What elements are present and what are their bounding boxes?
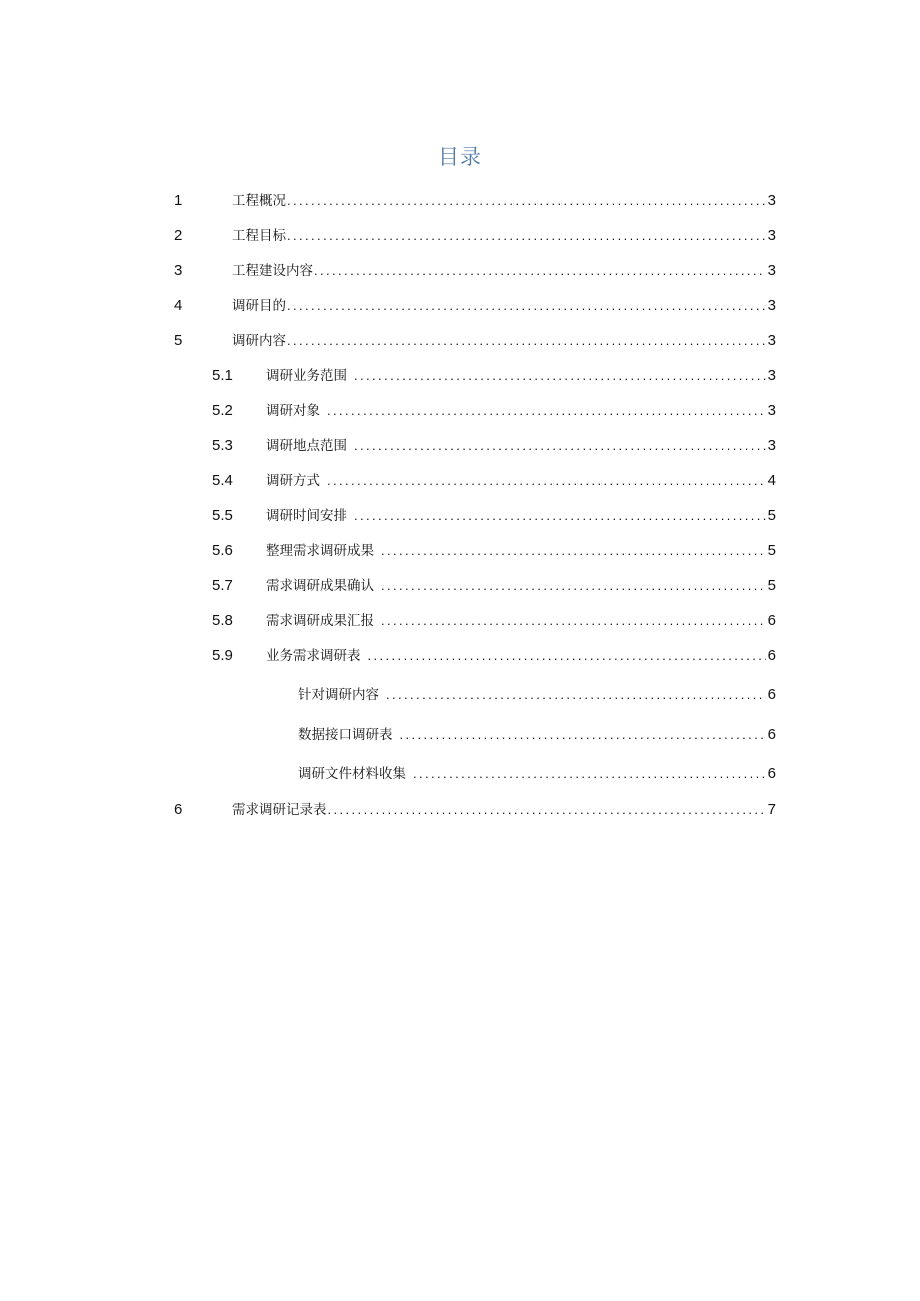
dot-leader bbox=[314, 260, 766, 282]
toc-entry-page-number: 3 bbox=[767, 367, 776, 384]
toc-entry-label: 调研文件材料收集 bbox=[298, 766, 406, 782]
dot-leader bbox=[381, 540, 766, 562]
toc-entry-4[interactable] bbox=[174, 295, 776, 317]
dot-leader bbox=[327, 470, 766, 492]
toc-entry-label: 数据接口调研表 bbox=[298, 727, 393, 743]
toc-entry-label: 需求调研成果确认 bbox=[266, 578, 374, 594]
toc-entry-page-number: 3 bbox=[767, 262, 776, 279]
toc-entry-page-number: 6 bbox=[767, 765, 776, 782]
toc-entry-number: 5.2 bbox=[212, 402, 233, 419]
dot-leader bbox=[386, 684, 766, 706]
toc-entry-number: 4 bbox=[174, 297, 183, 314]
toc-entry-5-3[interactable] bbox=[212, 435, 776, 457]
toc-entry-5-9[interactable] bbox=[212, 645, 776, 667]
toc-entry-number: 5.9 bbox=[212, 647, 233, 664]
toc-entry-label: 针对调研内容 bbox=[298, 687, 379, 703]
toc-entry-5-9-1[interactable] bbox=[298, 684, 776, 706]
toc-entry-5-9-3[interactable] bbox=[298, 763, 776, 785]
toc-entry-page-number: 3 bbox=[767, 192, 776, 209]
dot-leader bbox=[354, 505, 766, 527]
toc-entry-label: 需求调研记录表 bbox=[232, 802, 327, 818]
toc-entry-page-number: 6 bbox=[767, 647, 776, 664]
toc-entry-label: 调研对象 bbox=[266, 403, 320, 419]
toc-entry-page-number: 7 bbox=[767, 801, 776, 818]
toc-entry-number: 5.8 bbox=[212, 612, 233, 629]
dot-leader bbox=[327, 400, 766, 422]
toc-entry-page-number: 3 bbox=[767, 297, 776, 314]
dot-leader bbox=[287, 190, 766, 212]
toc-entry-number: 3 bbox=[174, 262, 183, 279]
toc-entry-page-number: 6 bbox=[767, 612, 776, 629]
toc-entry-2[interactable] bbox=[174, 225, 776, 247]
toc-entry-number: 2 bbox=[174, 227, 183, 244]
toc-entry-page-number: 6 bbox=[767, 726, 776, 743]
toc-entry-label: 调研时间安排 bbox=[266, 508, 347, 524]
toc-entry-label: 工程目标 bbox=[232, 228, 286, 244]
toc-entry-number: 5.1 bbox=[212, 367, 233, 384]
dot-leader bbox=[381, 610, 766, 632]
toc-title: 目录 bbox=[438, 145, 482, 169]
dot-leader bbox=[368, 645, 766, 667]
toc-entry-5-8[interactable] bbox=[212, 610, 776, 632]
toc-entry-number: 5.3 bbox=[212, 437, 233, 454]
toc-entry-page-number: 5 bbox=[767, 542, 776, 559]
toc-entry-page-number: 5 bbox=[767, 507, 776, 524]
toc-entry-label: 调研地点范围 bbox=[266, 438, 347, 454]
toc-entry-1[interactable] bbox=[174, 190, 776, 212]
toc-entry-number: 5.4 bbox=[212, 472, 233, 489]
toc-entry-number: 5.6 bbox=[212, 542, 233, 559]
dot-leader bbox=[287, 225, 766, 247]
dot-leader bbox=[413, 763, 766, 785]
toc-entry-label: 调研方式 bbox=[266, 473, 320, 489]
toc-entry-page-number: 3 bbox=[767, 402, 776, 419]
toc-entry-label: 调研内容 bbox=[232, 333, 286, 349]
toc-entry-number: 1 bbox=[174, 192, 183, 209]
toc-entry-number: 5.5 bbox=[212, 507, 233, 524]
toc-entry-page-number: 3 bbox=[767, 332, 776, 349]
toc-entry-5[interactable] bbox=[174, 330, 776, 352]
toc-entry-6[interactable] bbox=[174, 799, 776, 821]
dot-leader bbox=[354, 435, 766, 457]
toc-entry-label: 工程概况 bbox=[232, 193, 286, 209]
dot-leader bbox=[400, 724, 766, 746]
toc-entry-5-7[interactable] bbox=[212, 575, 776, 597]
toc-entry-label: 业务需求调研表 bbox=[266, 648, 361, 664]
toc-entry-label: 调研目的 bbox=[232, 298, 286, 314]
dot-leader bbox=[287, 330, 766, 352]
toc-entry-5-4[interactable] bbox=[212, 470, 776, 492]
toc-entry-number: 5.7 bbox=[212, 577, 233, 594]
toc-entry-label: 工程建设内容 bbox=[232, 263, 313, 279]
toc-entry-page-number: 3 bbox=[767, 227, 776, 244]
toc-entry-5-2[interactable] bbox=[212, 400, 776, 422]
toc-entry-label: 整理需求调研成果 bbox=[266, 543, 374, 559]
toc-entry-page-number: 5 bbox=[767, 577, 776, 594]
dot-leader bbox=[287, 295, 766, 317]
dot-leader bbox=[381, 575, 766, 597]
toc-entry-page-number: 6 bbox=[767, 686, 776, 703]
toc-entry-page-number: 4 bbox=[767, 472, 776, 489]
toc-entry-5-6[interactable] bbox=[212, 540, 776, 562]
toc-entry-3[interactable] bbox=[174, 260, 776, 282]
dot-leader bbox=[328, 799, 766, 821]
toc-entry-label: 调研业务范围 bbox=[266, 368, 347, 384]
toc-entry-number: 5 bbox=[174, 332, 183, 349]
toc-entry-5-1[interactable] bbox=[212, 365, 776, 387]
toc-entry-number: 6 bbox=[174, 801, 183, 818]
toc-entry-5-9-2[interactable] bbox=[298, 724, 776, 746]
toc-entry-page-number: 3 bbox=[767, 437, 776, 454]
dot-leader bbox=[354, 365, 766, 387]
toc-entry-label: 需求调研成果汇报 bbox=[266, 613, 374, 629]
toc-entry-5-5[interactable] bbox=[212, 505, 776, 527]
